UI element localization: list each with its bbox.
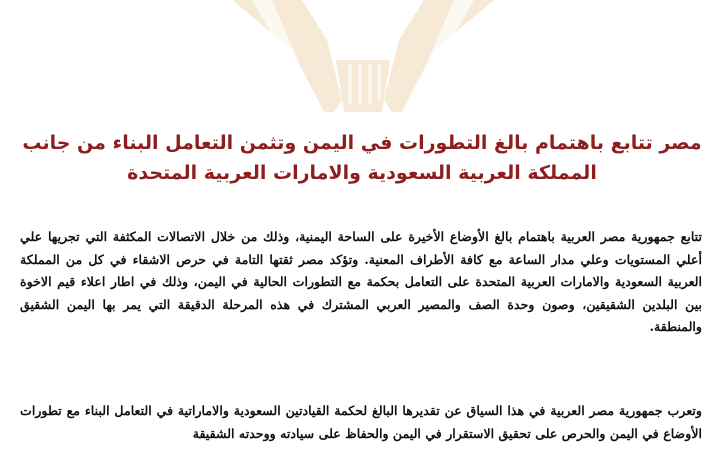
paragraph-1: تتابع جمهورية مصر العربية باهتمام بالغ الأوضاع الأخيرة على الساحة اليمنية، وذلك من خلال الاتصالات المكثفة التي تجريها علي أعلي المستويات وعلي مدار الساعة مع كافة الأطراف المعنية. وتؤكد مصر ثقتها التامة في حرص الاشقاء في كل من المملكة العربية السعودية والامارات العربية المتحدة على التعامل بحكمة مع التطورات الحالية في اليمن، وذلك في اطار اعلاء قيم الاخوة بين البلدين الشقيقين، وصون وحدة الصف والمصير العربي المشترك في هذه المرحلة الدقيقة التي يمر بها اليمن الشقيق والمنطقة.	[20, 229, 702, 335]
headline-line-1: مصر تتابع باهتمام بالغ التطورات في اليمن وتثمن التعامل البناء من جانب	[22, 132, 702, 154]
headline	[20, 128, 704, 188]
eagle-emblem-icon	[232, 0, 494, 112]
paragraph-2: وتعرب جمهورية مصر العربية في هذا السياق عن تقديرها البالغ لحكمة القيادتين السعودية والاماراتية في التعامل البناء مع تطورات الأوضاع في اليمن والحرص على تحقيق الاستقرار في اليمن والحفاظ على سيادته ووحدته الشقيقة	[20, 403, 702, 441]
headline-line-2: المملكة العربية السعودية والامارات العربية المتحدة	[127, 162, 597, 184]
